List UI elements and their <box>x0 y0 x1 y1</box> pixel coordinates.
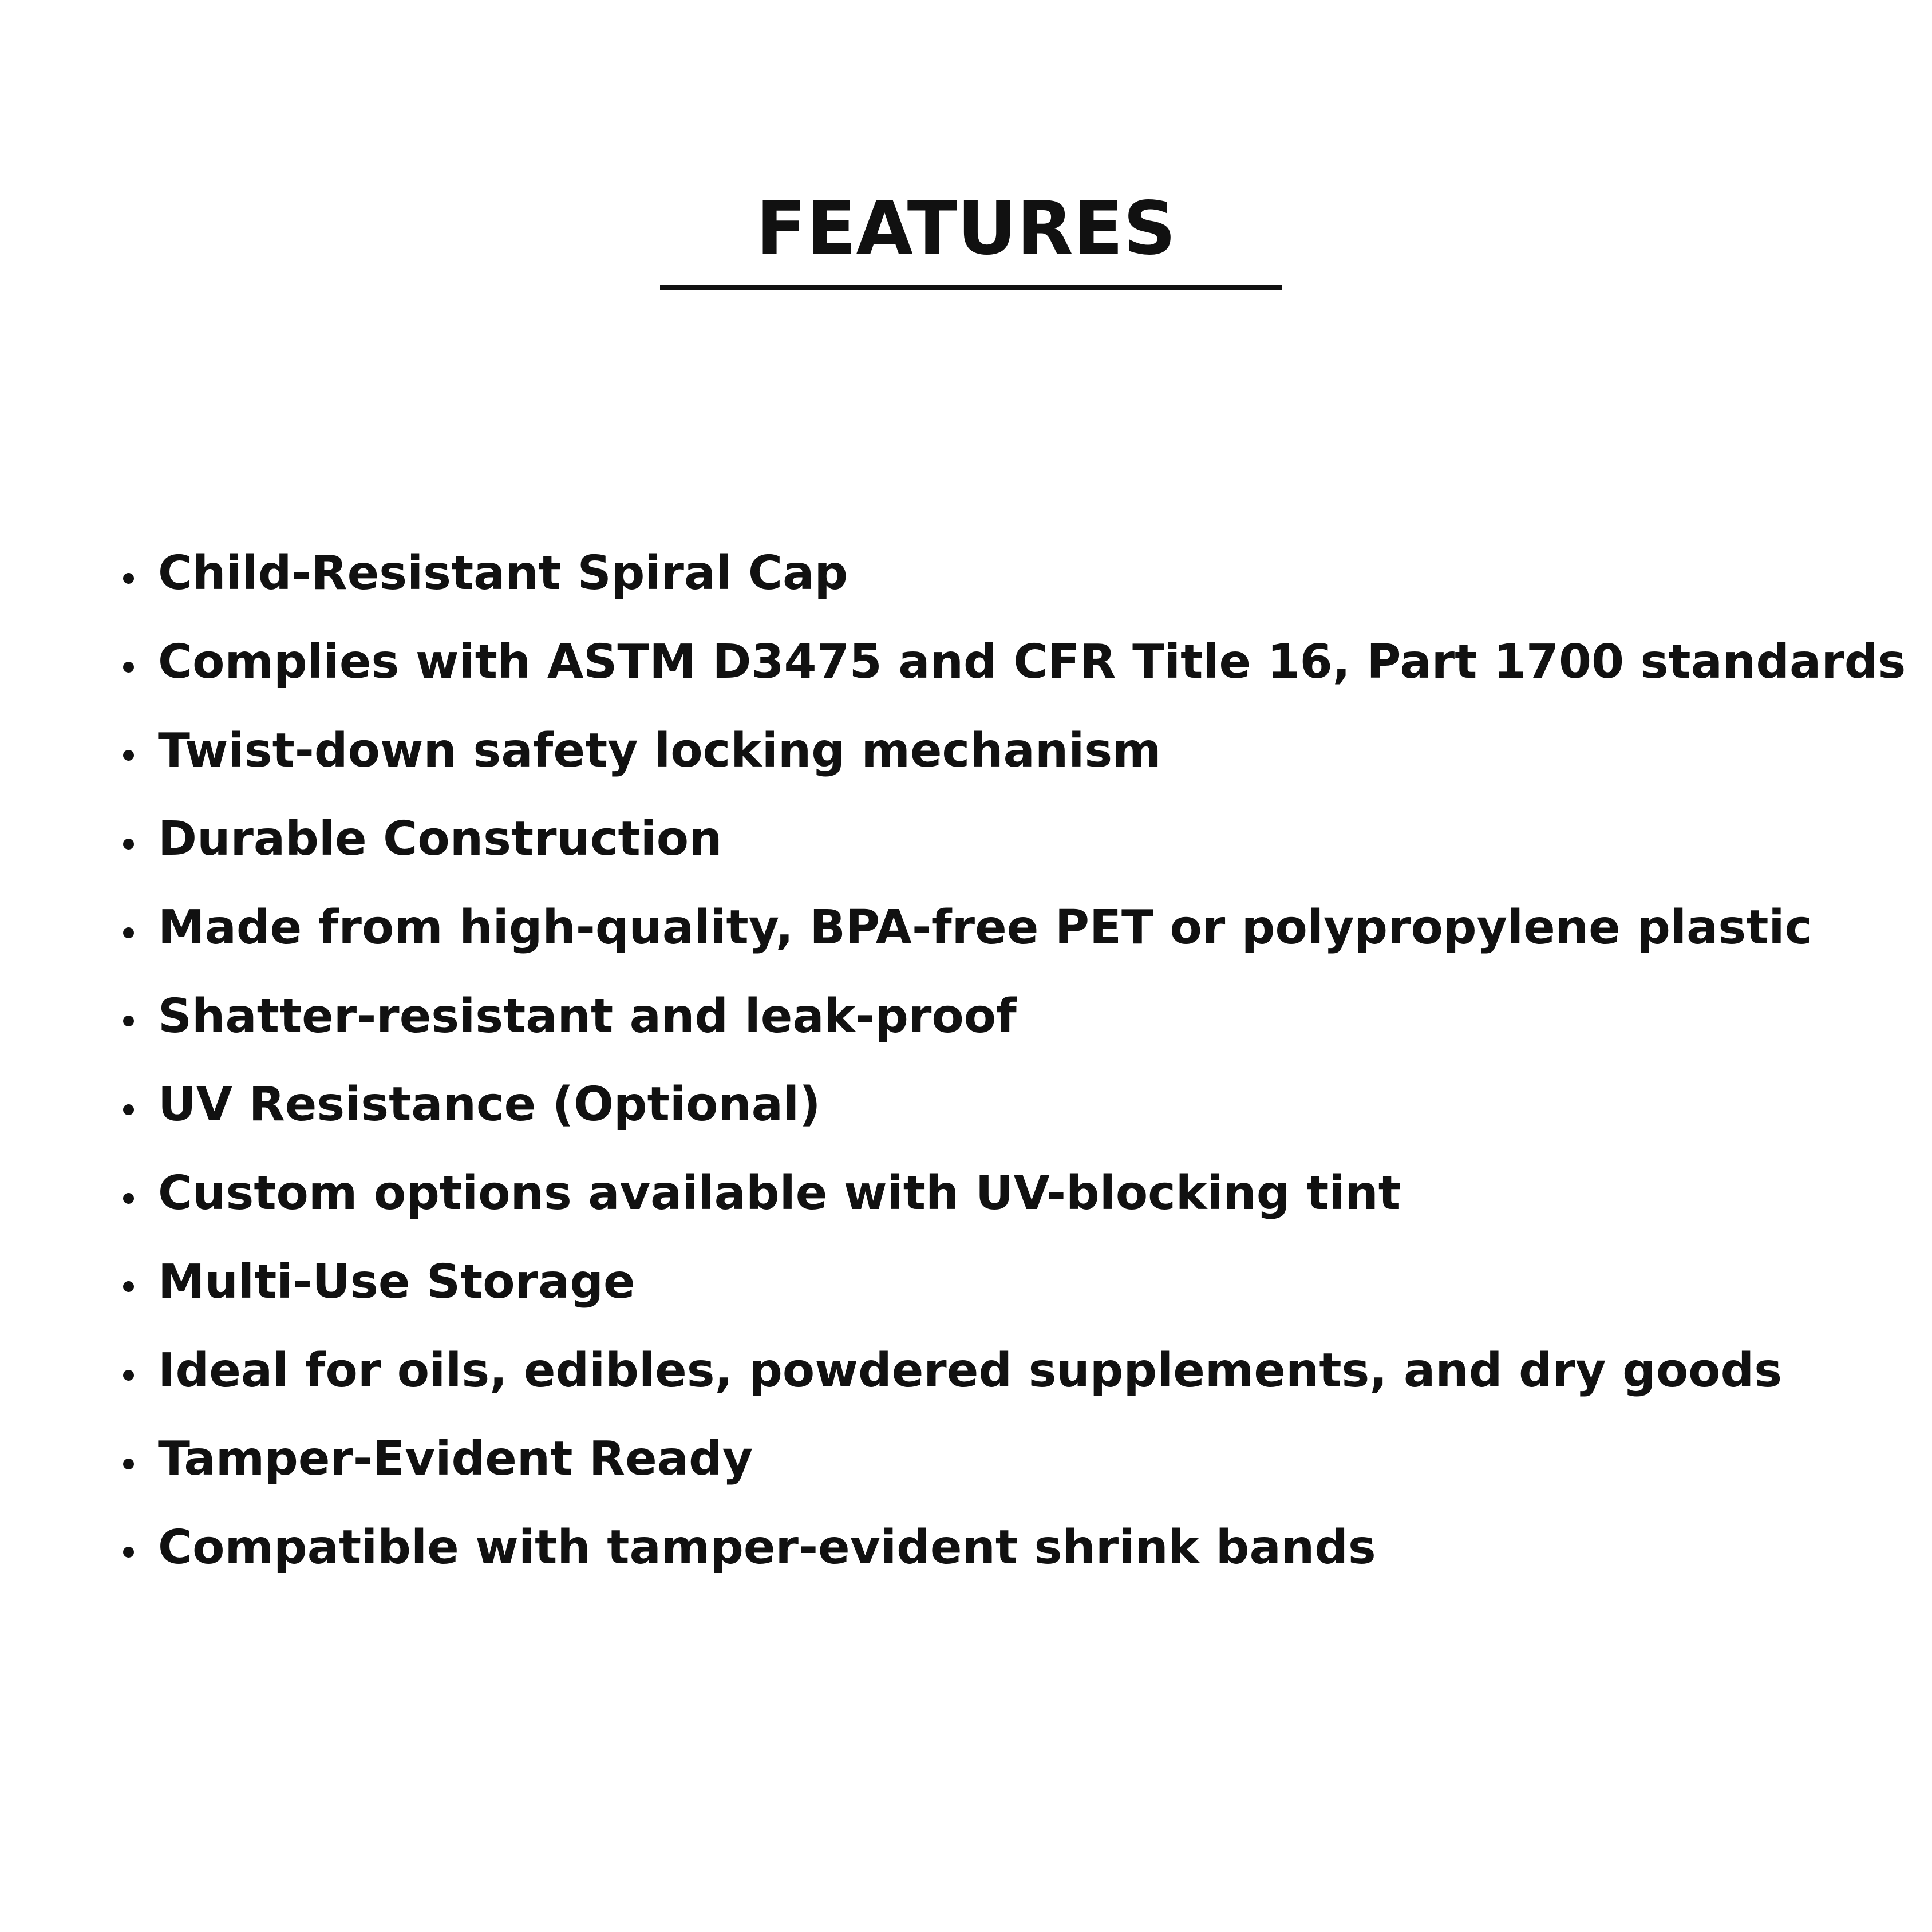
list-item <box>117 1326 1909 1415</box>
list-item <box>117 884 1909 973</box>
feature-text: Multi-Use Storage <box>158 1254 635 1309</box>
heading-underline <box>660 285 1282 290</box>
list-item <box>117 972 1909 1061</box>
feature-text: Complies with ASTM D3475 and CFR Title 16, Part 1700 standards <box>158 635 1906 690</box>
bullet-icon <box>123 750 134 761</box>
bullet-icon <box>123 927 134 938</box>
bullet-icon <box>123 662 134 673</box>
list-item <box>117 1061 1909 1149</box>
feature-text: Tamper-Evident Ready <box>158 1432 753 1487</box>
bullet-icon <box>123 839 134 850</box>
list-item <box>117 618 1909 707</box>
list-item <box>117 530 1909 618</box>
feature-text: Durable Construction <box>158 812 722 867</box>
list-item <box>117 1504 1909 1593</box>
bullet-icon <box>123 573 134 584</box>
feature-text: UV Resistance (Optional) <box>158 1077 821 1132</box>
features-list <box>117 530 1909 1592</box>
bullet-icon <box>123 1547 134 1558</box>
feature-text: Compatible with tamper-evident shrink bands <box>158 1520 1376 1575</box>
bullet-icon <box>123 1193 134 1204</box>
list-item <box>117 1238 1909 1327</box>
list-item <box>117 1149 1909 1238</box>
bullet-icon <box>123 1370 134 1381</box>
bullet-icon <box>123 1104 134 1115</box>
list-item <box>117 1415 1909 1504</box>
list-item <box>117 706 1909 795</box>
feature-text: Shatter-resistant and leak-proof <box>158 989 1017 1044</box>
feature-text: Made from high-quality, BPA-free PET or polypropylene plastic <box>158 900 1813 955</box>
features-heading: FEATURES <box>756 186 1176 271</box>
feature-text: Twist-down safety locking mechanism <box>158 723 1161 778</box>
feature-text: Custom options available with UV-blocking tint <box>158 1166 1401 1221</box>
feature-text: Child-Resistant Spiral Cap <box>158 546 848 601</box>
list-item <box>117 795 1909 884</box>
bullet-icon <box>123 1459 134 1469</box>
bullet-icon <box>123 1016 134 1026</box>
feature-text: Ideal for oils, edibles, powdered supplements, and dry goods <box>158 1343 1783 1398</box>
bullet-icon <box>123 1281 134 1292</box>
